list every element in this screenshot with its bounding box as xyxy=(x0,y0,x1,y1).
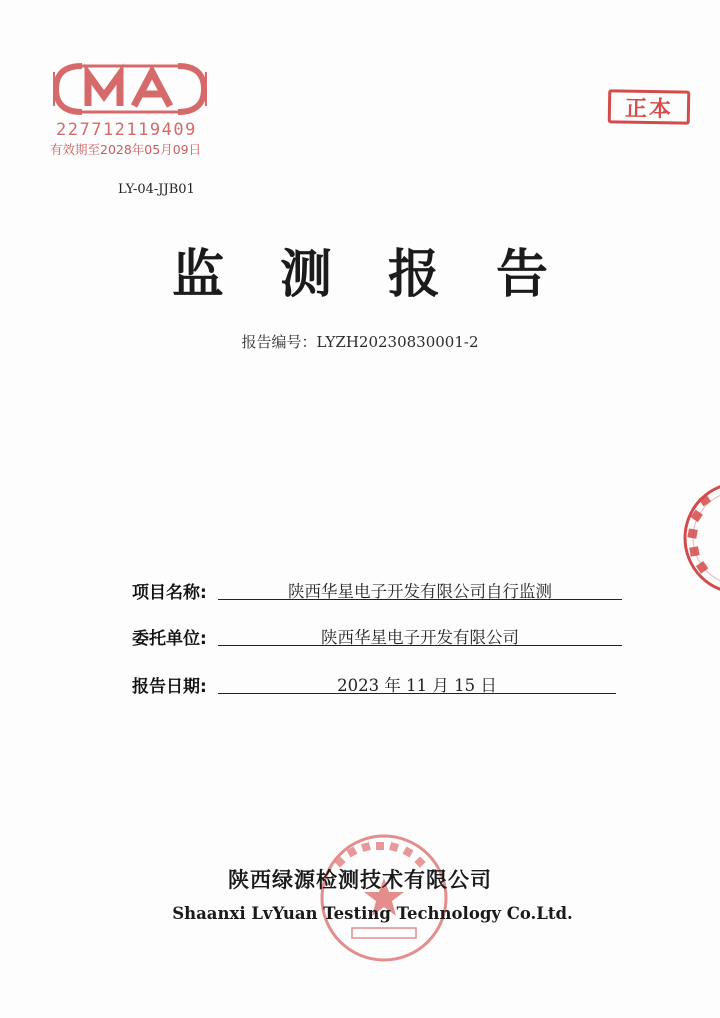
issuer-name-en: Shaanxi LvYuan Testing Technology Co.Ltd. xyxy=(172,904,573,923)
field-client xyxy=(132,624,622,650)
field-value: 陕西华星电子开发有限公司自行监测 xyxy=(288,582,552,601)
document-code: LY-04-JJB01 xyxy=(118,182,195,197)
report-number: 报告编号：LYZH20230830001-2 xyxy=(241,333,479,351)
cma-certificate-number: 227712119409 xyxy=(56,120,197,140)
field-label: 项目名称: xyxy=(132,583,207,603)
field-label: 报告日期: xyxy=(132,677,207,697)
original-copy-stamp-text: 正本 xyxy=(624,96,674,122)
edge-seal-icon xyxy=(680,478,720,598)
field-project-name xyxy=(132,578,622,604)
company-seal-icon xyxy=(318,832,450,964)
field-value: 陕西华星电子开发有限公司 xyxy=(321,628,519,647)
field-report-date xyxy=(132,672,622,698)
field-value: 2023 年 11 月 15 日 xyxy=(337,676,497,695)
cma-stamp xyxy=(44,58,216,162)
issuer-name-cn: 陕西绿源检测技术有限公司 xyxy=(228,868,492,892)
cma-logo-icon xyxy=(52,62,208,116)
field-label: 委托单位: xyxy=(132,629,207,649)
document-title: 监测报告 xyxy=(171,245,604,305)
cma-validity-text: 有效期至2028年05月09日 xyxy=(50,142,202,157)
original-copy-stamp xyxy=(608,89,691,124)
